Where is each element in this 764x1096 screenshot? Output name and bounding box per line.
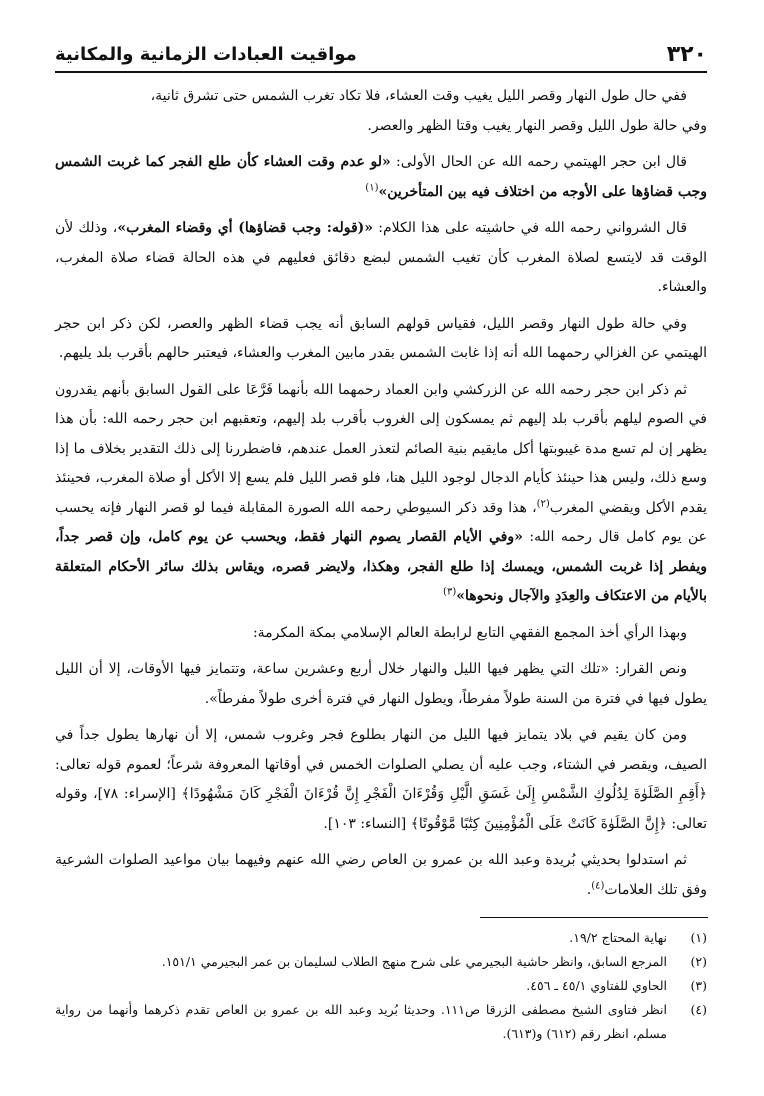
text-span: ، هذا وقد ذكر السيوطي رحمه الله الصورة المقابلة فيما لو قصر النهار فإنه يحسب عن يوم كامل قال رحمه الله: bbox=[55, 499, 707, 545]
footnote bbox=[55, 950, 707, 974]
footnote-text: نهاية المحتاج ١٩/٢. bbox=[569, 930, 667, 945]
footnote bbox=[55, 998, 707, 1046]
paragraph-1 bbox=[55, 82, 707, 141]
text-span: ثم استدلوا بحديثي بُريدة وعبد الله بن عمرو بن العاص رضي الله عنهم وفيهما بيان مواعيد الصلوات الشرعية وفق تلك العلامات bbox=[55, 852, 707, 898]
paragraph-5 bbox=[55, 376, 707, 612]
text-span: وفي حالة طول الليل وقصر النهار يغيب وقتا الظهر والعصر. bbox=[367, 117, 707, 134]
footnote-marker: (٣) bbox=[443, 586, 457, 598]
paragraph-8: ومن كان يقيم في بلاد يتمايز فيها الليل من النهار بطلوع فجر وغروب شمس، إلا أن نهارها يطول جداً في الصيف، ويقصر في الشتاء، وجب عليه أن يصلي الصلوات الخمس في أوقاتها المعروفة شرعاً؛ لعموم قوله تعالى: ﴿أَقِمِ الصَّلَوٰةَ لِدُلُوكِ الشَّمْسِ إِلَىٰ غَسَقِ الَّيْلِ وَقُرْءَانَ الْفَجْرِ إِنَّ قُرْءَانَ الْفَجْرِ كَانَ مَشْهُودًا﴾ [الإسراء: ٧٨]، وقوله تعالى: ﴿إِنَّ الصَّلَوٰةَ كَانَتْ عَلَى الْمُؤْمِنِينَ كِتَٰبًا مَّوْقُوتًا﴾ [النساء: ١٠٣]. bbox=[55, 727, 707, 832]
text-span: ثم ذكر ابن حجر رحمه الله عن الزركشي وابن العماد رحمهما الله بأنهما فَرَّعَا على القول السابق بأنهم يقدرون في الصوم ليلهم بأقرب بلد إليهم ثم يمسكون إلى الغروب بأقرب بلد إليهم، وتعقبهم ابن حجر رحمه الله: بأن هذا يظهر إن لم تسع مدة غيبوبتها أكل مايقيم بنية الصائم لتعذر العمل عندهم، فاضطررنا إلى ذلك التقدير بخلاف ما إذا وسع ذلك، وليس هذا حينئذ كأيام الدجال لوجود الليل هنا، فلو قصر الليل فلم يسع إلا الأكل أو صلاة المغرب، فحينئذ يقدم الأكل ويقضي المغرب bbox=[55, 381, 707, 516]
footnote-number: (١) bbox=[690, 930, 707, 945]
page-number: ٣٢٠ bbox=[666, 42, 707, 67]
quote-sharwani: «(قوله: وجب قضاؤها) أي وقضاء المغرب» bbox=[117, 220, 374, 236]
text-span: قال الشرواني رحمه الله في حاشيته على هذا الكلام: bbox=[373, 220, 688, 236]
footnote-text: المرجع السابق، وانظر حاشية البجيرمي على شرح منهج الطلاب لسليمان بن عمر البجيرمي ١٥١/١. bbox=[161, 954, 667, 969]
footnote-marker: (٤) bbox=[591, 879, 605, 891]
text-span: قال ابن حجر الهيتمي رحمه الله عن الحال الأولى: bbox=[390, 154, 688, 170]
text-span: ، وذلك لأن الوقت قد لايتسع لصلاة المغرب كأن تغيب الشمس لبضع دقائق فعليهم في هذه الحالة قضاء صلاة المغرب، والعشاء. bbox=[55, 220, 707, 295]
main-text bbox=[55, 82, 707, 912]
paragraph-2 bbox=[55, 148, 707, 207]
page-header bbox=[55, 32, 707, 70]
footnote-rule bbox=[480, 917, 708, 918]
footnote-marker: (١) bbox=[365, 181, 379, 193]
paragraph-4: وفي حالة طول النهار وقصر الليل، فقياس قولهم السابق أنه يجب قضاء الظهر والعصر، لكن ذكر ابن حجر الهيتمي عن الغزالي رحمهما الله أنه إذا غابت الشمس بقدر مابين المغرب والعشاء، فيعتبر حالهم بأقرب بلد يليهم. bbox=[55, 315, 707, 361]
running-title: مواقيت العبادات الزمانية والمكانية bbox=[55, 44, 357, 65]
footnote-number: (٣) bbox=[690, 978, 707, 993]
footnote bbox=[55, 926, 707, 950]
footnotes bbox=[55, 926, 707, 1046]
footnote bbox=[55, 974, 707, 998]
paragraph-6: وبهذا الرأي أخذ المجمع الفقهي التابع لرابطة العالم الإسلامي بمكة المكرمة: bbox=[252, 624, 687, 641]
paragraph-3 bbox=[55, 214, 707, 303]
footnote-text: الحاوي للفتاوي ٤٥/١ ـ ٤٥٦. bbox=[526, 978, 667, 993]
quote-ibn-hajar: «لو عدم وقت العشاء كأن طلع الفجر كما غربت الشمس وجب قضاؤها على الأوجه من اختلاف فيه بين المتأخرين» bbox=[55, 154, 707, 200]
footnote-number: (٢) bbox=[690, 954, 707, 969]
footnote-text: انظر فتاوى الشيخ مصطفى الزرقا ص١١١. وحديثا بُريد وعبد الله بن عمرو بن العاص تقدم ذكرهما وأنهما من رواية مسلم، انظر رقم (٦١٢) و(٦١٣). bbox=[55, 1002, 667, 1041]
header-rule bbox=[55, 71, 707, 73]
text-span: ففي حال طول النهار وقصر الليل يغيب وقت العشاء، فلا تكاد تغرب الشمس حتى تشرق ثانية، bbox=[150, 88, 687, 104]
quote-suyuti: «وفي الأيام القصار يصوم النهار فقط، ويحسب عن يوم كامل، وإن قصر جداً، ويفطر إذا غربت الشمس، ويمسك إذا طلع الفجر، وهكذا، ولايضر قصره، ويقاس بذلك سائر الأحكام المتعلقة بالأيام من الاعتكاف والعِدَدِ والآجال ونحوها» bbox=[55, 529, 707, 604]
footnote-number: (٤) bbox=[690, 1002, 707, 1017]
footnote-marker: (٢) bbox=[536, 497, 550, 509]
paragraph-9 bbox=[55, 846, 707, 905]
text-span: . bbox=[586, 881, 592, 898]
paragraph-7: ونص القرار: «تلك التي يظهر فيها الليل والنهار خلال أربع وعشرين ساعة، وتتمايز فيها الأوقات، إلا أن الليل يطول فيها في فترة من السنة طولاً مفرطاً، ويطول النهار في فترة أخرى طولاً مفرطاً». bbox=[55, 661, 707, 707]
